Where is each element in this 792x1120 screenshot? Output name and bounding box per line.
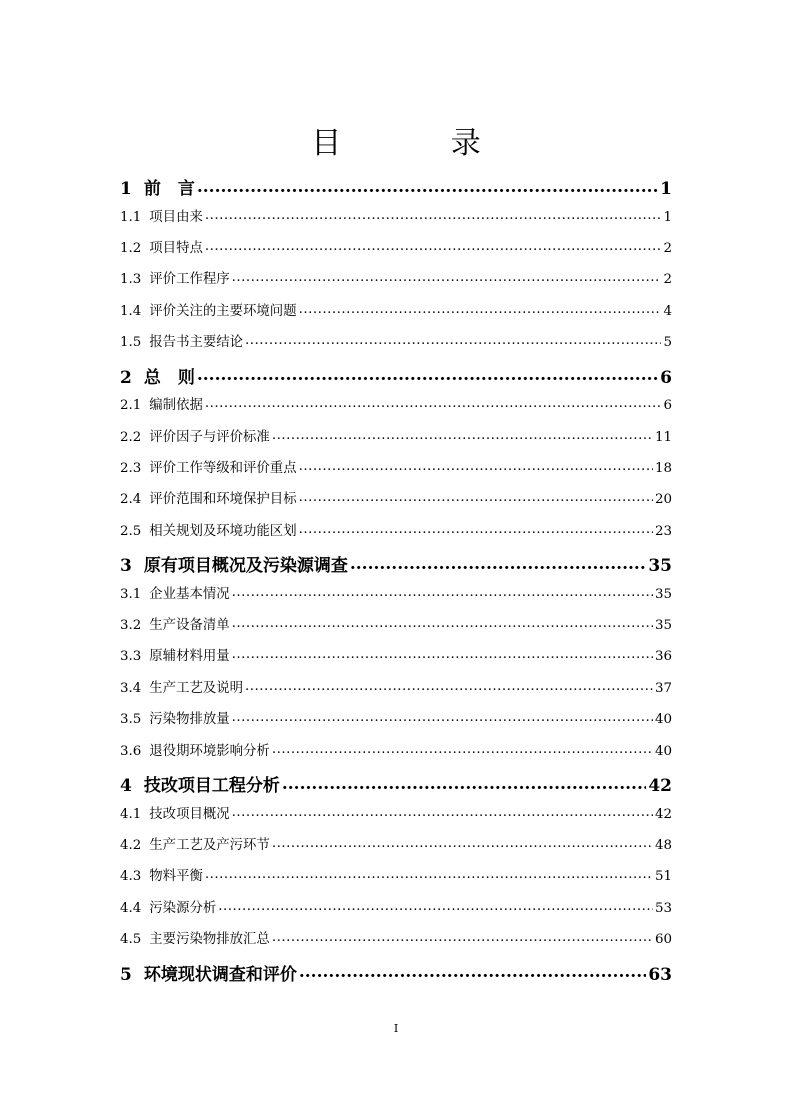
toc-entry-title: 评价因子与评价标准 (149, 429, 270, 445)
toc-entry-page: 2 (663, 240, 672, 256)
toc-entry-number: 1.1 (120, 209, 142, 225)
toc-entry-number: 3.3 (120, 649, 142, 665)
toc-section-entry[interactable] (120, 426, 672, 457)
toc-section-entry[interactable] (120, 677, 672, 708)
toc-chapter-entry[interactable] (120, 551, 672, 583)
toc-entry-number: 1 (120, 179, 132, 199)
toc-entry-number: 2.1 (120, 398, 142, 414)
toc-entry-title: 原辅材料用量 (149, 649, 230, 665)
toc-entry-number: 3.4 (120, 680, 142, 696)
toc-entry-title: 主要污染物排放汇总 (149, 932, 270, 948)
toc-entry-title: 评价工作程序 (149, 272, 230, 288)
toc-dot-leader (205, 207, 662, 220)
toc-entry-number: 2.3 (120, 460, 142, 476)
toc-dot-leader (205, 239, 662, 252)
toc-dot-leader (205, 396, 662, 409)
toc-entry-number: 4.4 (120, 900, 142, 916)
toc-dot-leader (299, 490, 653, 503)
toc-entry-page: 42 (648, 776, 672, 797)
toc-entry-number: 3.6 (120, 743, 142, 759)
toc-entry-page: 35 (654, 586, 672, 602)
toc-entry-page: 20 (654, 492, 672, 508)
toc-entry-number: 2 (120, 367, 132, 388)
toc-dot-leader (232, 616, 653, 629)
toc-entry-title: 生产设备清单 (149, 618, 230, 634)
toc-entry-number: 1.5 (120, 335, 142, 351)
toc-entry-number: 4.5 (120, 932, 142, 948)
table-of-contents (120, 174, 672, 991)
toc-entry-title: 生产工艺及说明 (149, 680, 244, 696)
toc-entry-number: 3 (120, 556, 132, 577)
toc-dot-leader (232, 710, 653, 723)
toc-entry-title: 报告书主要结论 (149, 335, 244, 351)
toc-section-entry[interactable] (120, 206, 672, 237)
toc-dot-leader (272, 836, 653, 849)
toc-section-entry[interactable] (120, 331, 672, 362)
toc-dot-leader (299, 301, 662, 314)
toc-entry-number: 3.2 (120, 618, 142, 634)
toc-entry-page: 42 (654, 806, 672, 822)
toc-dot-leader (232, 270, 662, 283)
toc-dot-leader (218, 898, 653, 911)
toc-dot-leader (197, 366, 658, 383)
page-number: I (393, 1022, 399, 1035)
toc-section-entry[interactable] (120, 237, 672, 268)
toc-entry-number: 3.1 (120, 586, 142, 602)
toc-section-entry[interactable] (120, 300, 672, 331)
toc-entry-number: 2.2 (120, 429, 142, 445)
toc-dot-leader (272, 427, 653, 440)
toc-entry-page: 51 (654, 869, 672, 885)
toc-entry-page: 40 (654, 712, 672, 728)
toc-entry-page: 53 (654, 900, 672, 916)
toc-entry-page: 4 (663, 303, 672, 319)
toc-entry-title: 总 则 (143, 367, 195, 388)
toc-entry-title: 污染物排放量 (149, 712, 230, 728)
toc-entry-page: 6 (663, 398, 672, 414)
toc-entry-page: 60 (654, 932, 672, 948)
toc-dot-leader (232, 584, 653, 597)
toc-entry-page: 23 (654, 523, 672, 539)
toc-entry-number: 1.2 (120, 240, 142, 256)
toc-section-entry[interactable] (120, 614, 672, 645)
toc-section-entry[interactable] (120, 928, 672, 959)
toc-entry-title: 编制依据 (149, 398, 203, 414)
toc-entry-title: 评价工作等级和评价重点 (149, 460, 297, 476)
toc-dot-leader (232, 804, 653, 817)
toc-entry-number: 4.2 (120, 838, 142, 854)
toc-entry-page: 36 (654, 649, 672, 665)
toc-dot-leader (245, 333, 661, 346)
toc-entry-page: 11 (654, 429, 672, 445)
toc-entry-number: 2.4 (120, 492, 142, 508)
toc-dot-leader (299, 459, 653, 472)
toc-entry-page: 2 (663, 272, 672, 288)
toc-entry-number: 1.4 (120, 303, 142, 319)
toc-section-entry[interactable] (120, 865, 672, 896)
toc-entry-number: 1.3 (120, 272, 142, 288)
toc-section-entry[interactable] (120, 583, 672, 614)
toc-entry-page: 6 (660, 367, 672, 388)
toc-dot-leader (272, 930, 653, 943)
toc-dot-leader (245, 678, 653, 691)
toc-section-entry[interactable] (120, 803, 672, 834)
toc-dot-leader (299, 963, 646, 980)
toc-entry-page: 1 (663, 209, 672, 225)
toc-dot-leader (205, 867, 653, 880)
toc-entry-page: 48 (654, 838, 672, 854)
toc-dot-leader (299, 521, 653, 534)
toc-section-entry[interactable] (120, 708, 672, 739)
toc-entry-page: 40 (654, 743, 672, 759)
toc-entry-number: 4 (120, 776, 132, 797)
toc-entry-title: 技改项目概况 (149, 806, 230, 822)
toc-entry-title: 污染源分析 (149, 900, 217, 916)
toc-entry-page: 35 (654, 618, 672, 634)
toc-entry-page: 63 (648, 964, 672, 985)
toc-entry-number: 4.1 (120, 806, 142, 822)
toc-entry-title: 项目特点 (149, 240, 203, 256)
toc-section-entry[interactable] (120, 457, 672, 488)
toc-entry-number: 4.3 (120, 869, 142, 885)
toc-entry-title: 环境现状调查和评价 (143, 964, 297, 985)
toc-entry-title: 生产工艺及产污环节 (149, 838, 270, 854)
toc-entry-number: 2.5 (120, 523, 142, 539)
toc-entry-title: 评价关注的主要环境问题 (149, 303, 297, 319)
toc-entry-number: 3.5 (120, 712, 142, 728)
toc-entry-title: 原有项目概况及污染源调查 (143, 556, 348, 577)
toc-entry-page: 1 (660, 179, 672, 199)
toc-section-entry[interactable] (120, 520, 672, 551)
toc-chapter-entry[interactable] (120, 960, 672, 992)
toc-entry-page: 18 (654, 460, 672, 476)
toc-entry-title: 评价范围和环境保护目标 (149, 492, 297, 508)
toc-dot-leader (272, 741, 653, 754)
toc-section-entry[interactable] (120, 488, 672, 519)
toc-entry-title: 相关规划及环境功能区划 (149, 523, 297, 539)
toc-entry-title: 企业基本情况 (149, 586, 230, 602)
toc-entry-number: 5 (120, 964, 132, 985)
toc-entry-title: 前 言 (143, 179, 195, 199)
toc-dot-leader (197, 177, 658, 194)
toc-section-entry[interactable] (120, 394, 672, 425)
toc-chapter-entry[interactable] (120, 771, 672, 803)
toc-entry-page: 35 (648, 556, 672, 577)
toc-entry-page: 37 (654, 680, 672, 696)
toc-section-entry[interactable] (120, 740, 672, 771)
toc-entry-page: 5 (663, 335, 672, 351)
toc-dot-leader (232, 647, 653, 660)
toc-entry-title: 退役期环境影响分析 (149, 743, 270, 759)
toc-chapter-entry[interactable] (120, 174, 672, 206)
toc-section-entry[interactable] (120, 897, 672, 928)
toc-entry-title: 技改项目工程分析 (143, 776, 280, 797)
toc-section-entry[interactable] (120, 268, 672, 299)
toc-entry-title: 项目由来 (149, 209, 203, 225)
toc-chapter-entry[interactable] (120, 363, 672, 395)
toc-entry-title: 物料平衡 (149, 869, 203, 885)
page-title: 目 录 (311, 126, 531, 161)
toc-section-entry[interactable] (120, 834, 672, 865)
toc-dot-leader (350, 554, 646, 571)
toc-section-entry[interactable] (120, 645, 672, 676)
toc-dot-leader (282, 774, 646, 791)
